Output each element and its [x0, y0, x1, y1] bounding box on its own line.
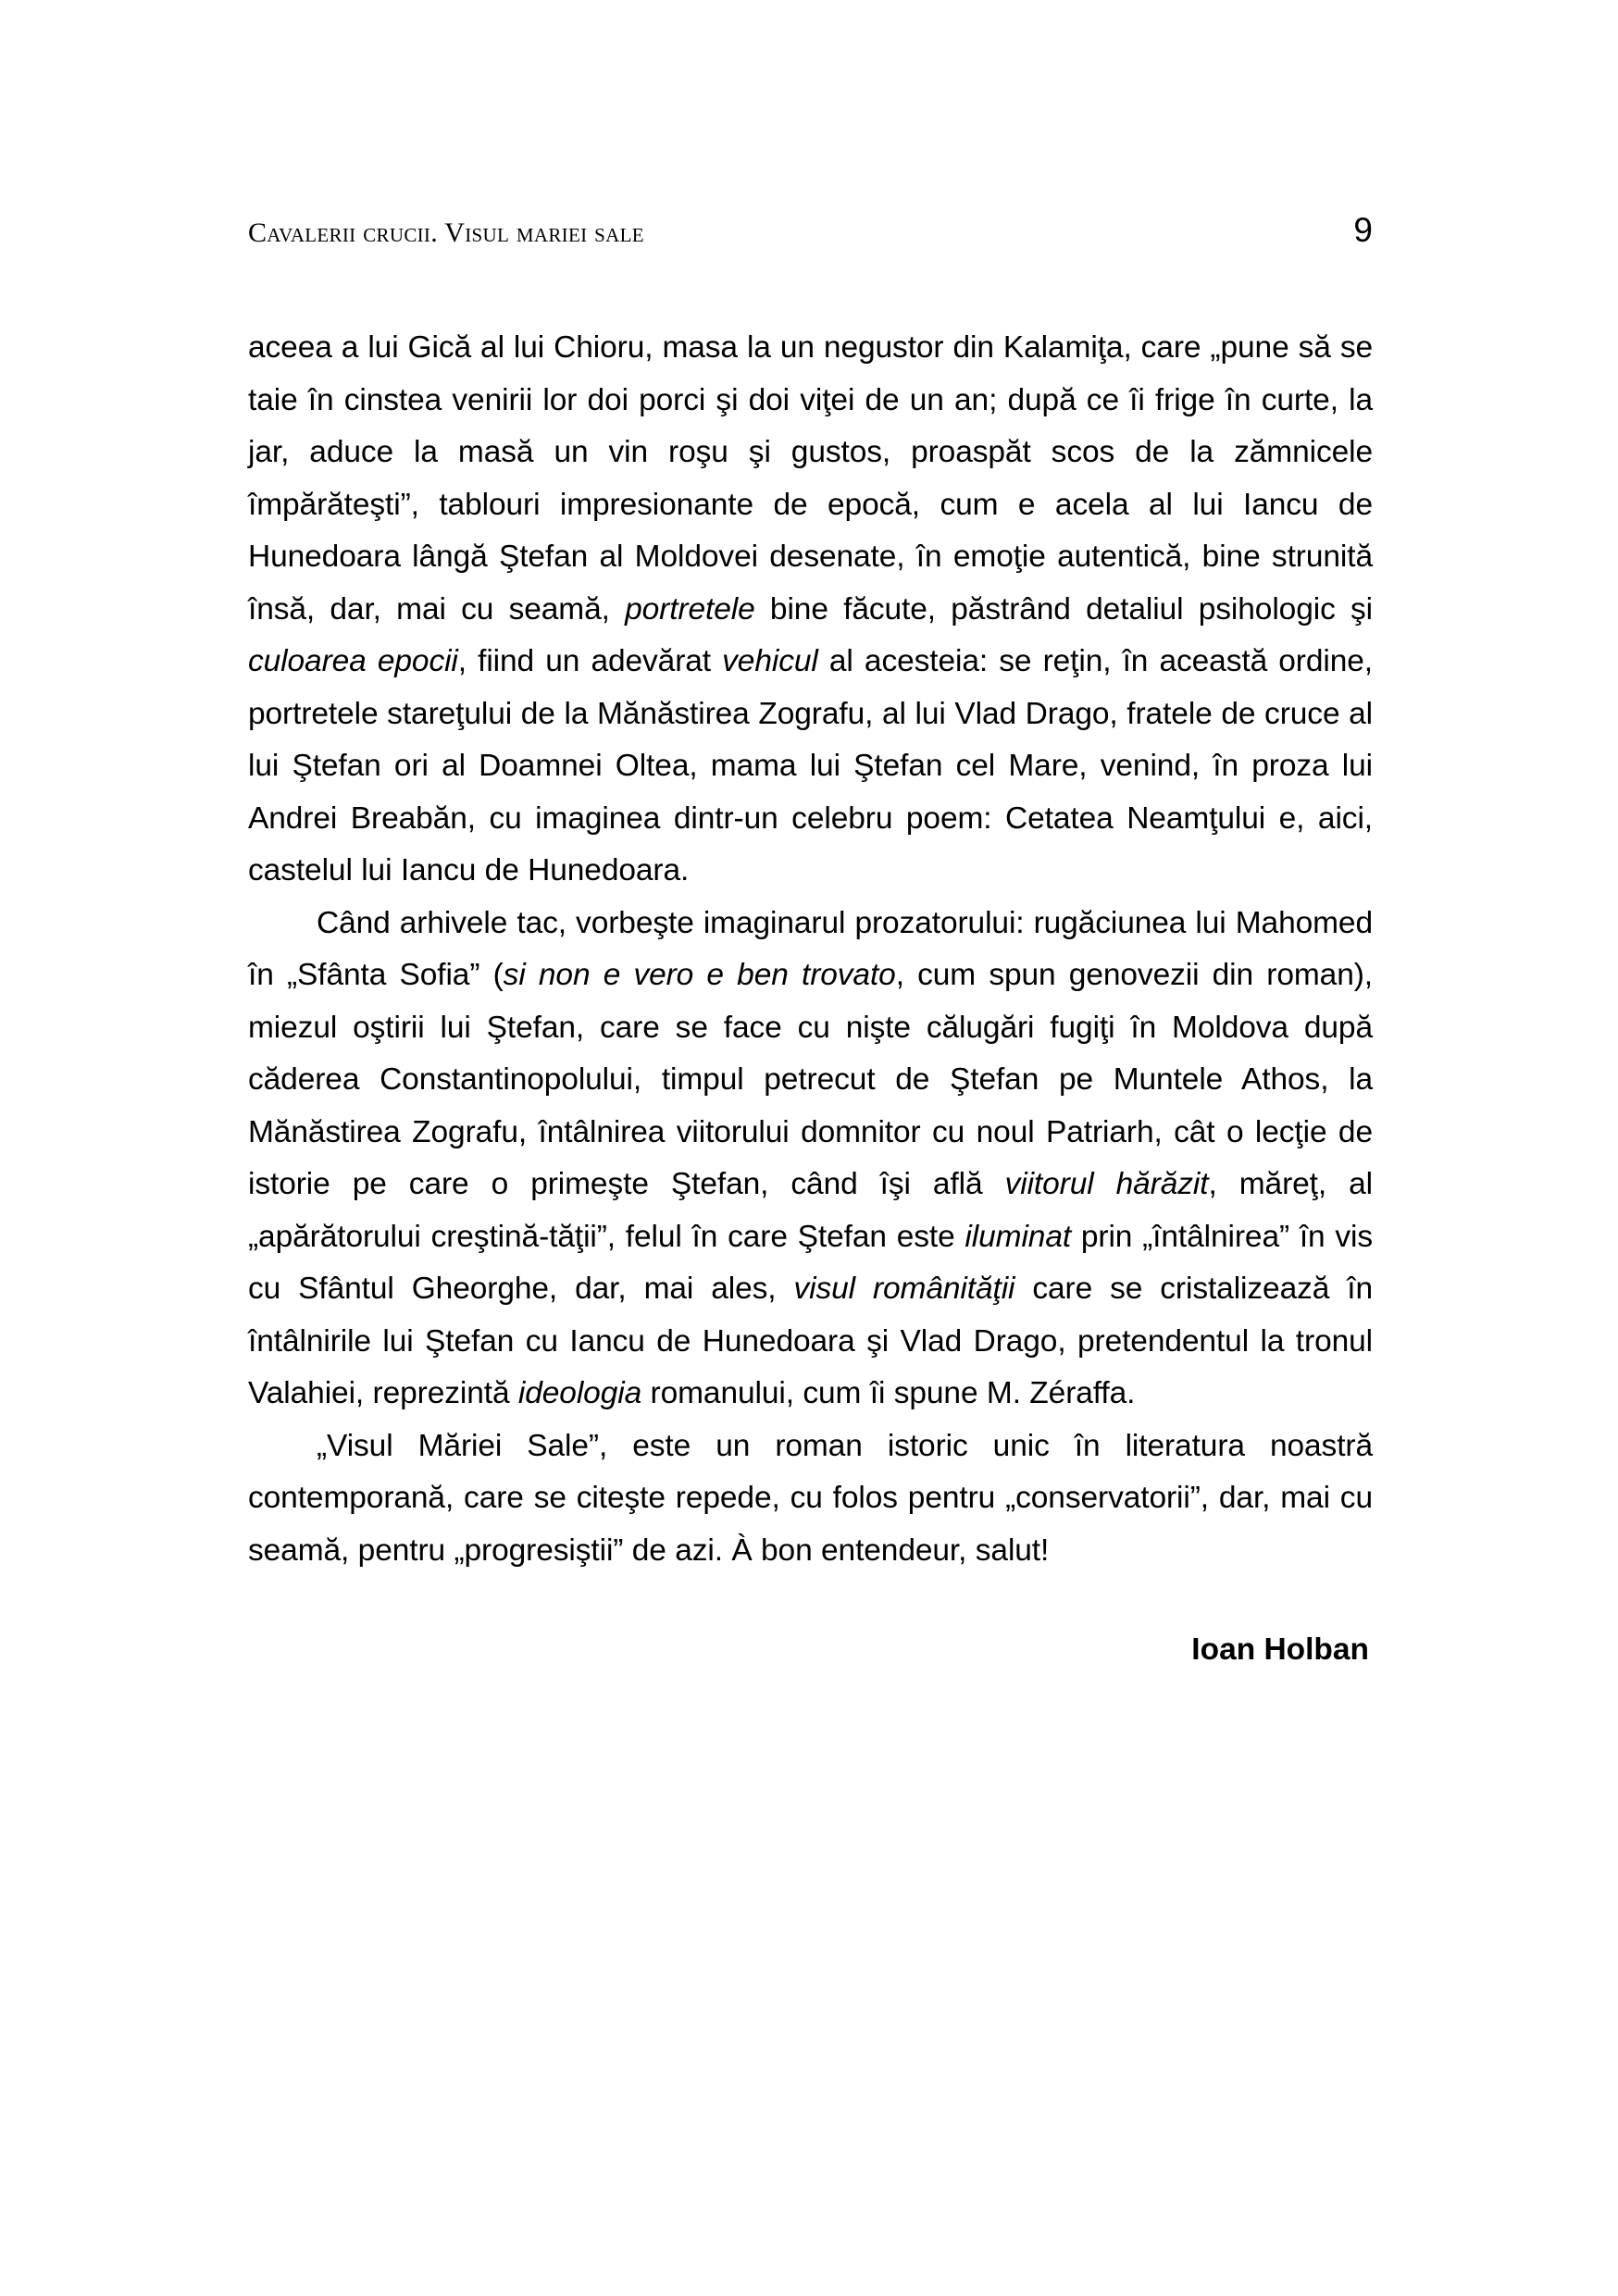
- paragraph: [248, 898, 1373, 1421]
- text-run: al acesteia: se reţin, în această ordine, portretele stareţului de la Mănăstirea Zografu, al lui Vlad Drago, fratele de cruce al lui Ştefan ori al Doamnei Oltea, mama lui Ştefan cel Mare, venind, în proza lui Andrei Breabăn, cu imaginea dintr-un celebru poem: Cetatea Neamţului e, aici, castelul lui Iancu de Hunedoara.: [248, 644, 1373, 887]
- page-number: 9: [1353, 211, 1373, 249]
- emphasis-text: si non e vero e ben trovato: [503, 958, 896, 992]
- emphasis-text: ideologia: [517, 1376, 642, 1410]
- text-run: , fiind un adevărat: [457, 644, 723, 678]
- emphasis-text: vehicul: [722, 644, 818, 678]
- paragraph: [248, 1421, 1373, 1578]
- page-content: [248, 211, 1373, 1668]
- text-run: aceea a lui Gică al lui Chioru, masa la un negustor din Kalamiţa, care „pune să se taie în cinstea venirii lor doi porci şi doi viţei de un an; după ce îi frige în curte, la jar, aduce la masă un vin roşu şi gustos, proaspăt scos de la zămnicele împărăteşti”, tablouri impresionante de epocă, cum e acela al lui Iancu de Hunedoara lângă Ştefan al Moldovei desenate, în emoţie autentică, bine strunită însă, dar, mai cu seamă,: [248, 330, 1373, 627]
- text-run: , măreţ, al „apărătorului creştină-tăţii”, felul în care Ştefan este: [248, 1167, 1373, 1254]
- text-run: romanului, cum îi spune M. Zéraffa.: [641, 1376, 1136, 1410]
- emphasis-text: culoarea epocii: [248, 644, 458, 678]
- running-head-title: Cavalerii crucii. Visul mariei sale: [248, 217, 644, 248]
- text-run: prin „întâlnirea” în vis cu Sfântul Gheorghe, dar, mai ales,: [248, 1219, 1373, 1306]
- emphasis-text: portretele: [625, 591, 755, 627]
- text-run: , cum spun genovezii din roman), miezul oştirii lui Ştefan, care se face cu nişte călugări fugiţi în Moldova după căderea Constantinopolului, timpul petrecut de Ştefan pe Muntele Athos, la Mănăstirea Zografu, întâlnirea viitorului domnitor cu noul Patriarh, cât o lecţie de istorie pe care o primeşte Ştefan, când îşi află: [248, 958, 1373, 1201]
- text-run: Când arhivele tac, vorbeşte imaginarul prozatorului: rugăciunea lui Mahomed în „Sfânta Sofia” (: [248, 905, 1373, 992]
- text-run: „Visul Măriei Sale”, este un roman istoric unic în literatura noastră contemporană, care se citeşte repede, cu folos pentru „conservatorii”, dar, mai cu seamă, pentru „progresiştii” de azi. À bon entendeur, salut!: [248, 1428, 1373, 1568]
- emphasis-text: visul românităţii: [793, 1272, 1015, 1306]
- text-run: bine făcute, păstrând detaliul psihologic şi: [754, 591, 1373, 627]
- body-text: [248, 322, 1373, 1577]
- running-head: [248, 211, 1373, 250]
- author-signature: Ioan Holban: [1191, 1632, 1369, 1667]
- emphasis-text: iluminat: [965, 1219, 1072, 1254]
- paragraph: [248, 322, 1373, 898]
- text-run: care se cristalizează în întâlnirile lui Ştefan cu Iancu de Hunedoara şi Vlad Drago, pretendentul la tronul Valahiei, reprezintă: [248, 1272, 1373, 1410]
- emphasis-text: viitorul hărăzit: [1004, 1167, 1209, 1201]
